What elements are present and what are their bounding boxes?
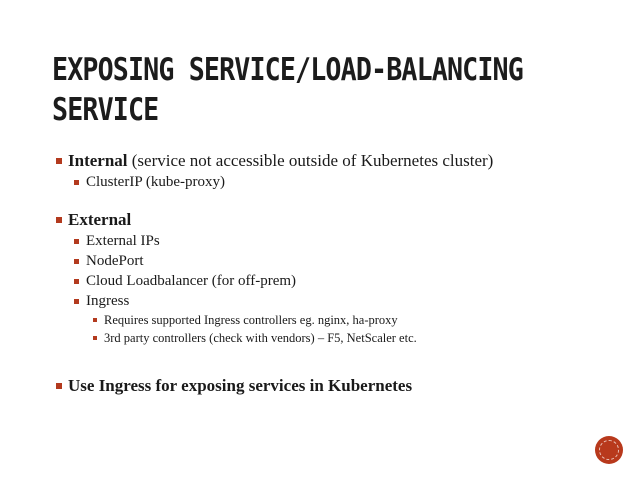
slide-title-line-1: EXPOSING SERVICE/LOAD-BALANCING — [52, 52, 523, 88]
bullet-third-party-controllers — [56, 329, 616, 347]
bullet-internal-label: Internal — [68, 151, 128, 170]
bullet-cloud-loadbalancer — [56, 271, 616, 291]
bullet-cloud-loadbalancer-label: Cloud Loadbalancer (for off-prem) — [86, 273, 297, 289]
bullet-external-label: External — [68, 210, 132, 229]
square-bullet-icon — [56, 217, 62, 223]
bullet-list — [56, 150, 616, 397]
bullet-third-party-controllers-label: 3rd party controllers (check with vendors) – F5, NetScaler etc. — [104, 331, 417, 345]
bullet-external — [56, 209, 616, 231]
page-number-badge — [596, 437, 622, 463]
bullet-internal-detail: (service not accessible outside of Kubernetes cluster) — [127, 151, 494, 170]
bullet-use-ingress — [56, 375, 616, 397]
square-bullet-icon — [56, 383, 62, 389]
bullet-ingress-requirements — [56, 311, 616, 329]
bullet-clusterip — [56, 172, 616, 192]
bullet-internal — [56, 150, 616, 172]
slide-title — [52, 50, 534, 130]
bullet-ingress — [56, 291, 616, 311]
bullet-ingress-label: Ingress — [86, 293, 130, 309]
square-bullet-icon — [93, 318, 97, 322]
bullet-clusterip-label: ClusterIP (kube-proxy) — [86, 174, 225, 190]
bullet-use-ingress-label: Use Ingress for exposing services in Kubernetes — [68, 376, 413, 395]
square-bullet-icon — [74, 279, 79, 284]
bullet-external-ips-label: External IPs — [86, 233, 160, 249]
square-bullet-icon — [74, 239, 79, 244]
square-bullet-icon — [74, 180, 79, 185]
bullet-nodeport-label: NodePort — [86, 253, 144, 269]
bullet-nodeport — [56, 251, 616, 271]
square-bullet-icon — [74, 299, 79, 304]
bullet-ingress-requirements-label: Requires supported Ingress controllers eg. nginx, ha-proxy — [104, 313, 398, 327]
square-bullet-icon — [56, 158, 62, 164]
square-bullet-icon — [74, 259, 79, 264]
bullet-external-ips — [56, 231, 616, 251]
square-bullet-icon — [93, 336, 97, 340]
slide-title-line-2: SERVICE — [52, 92, 159, 128]
